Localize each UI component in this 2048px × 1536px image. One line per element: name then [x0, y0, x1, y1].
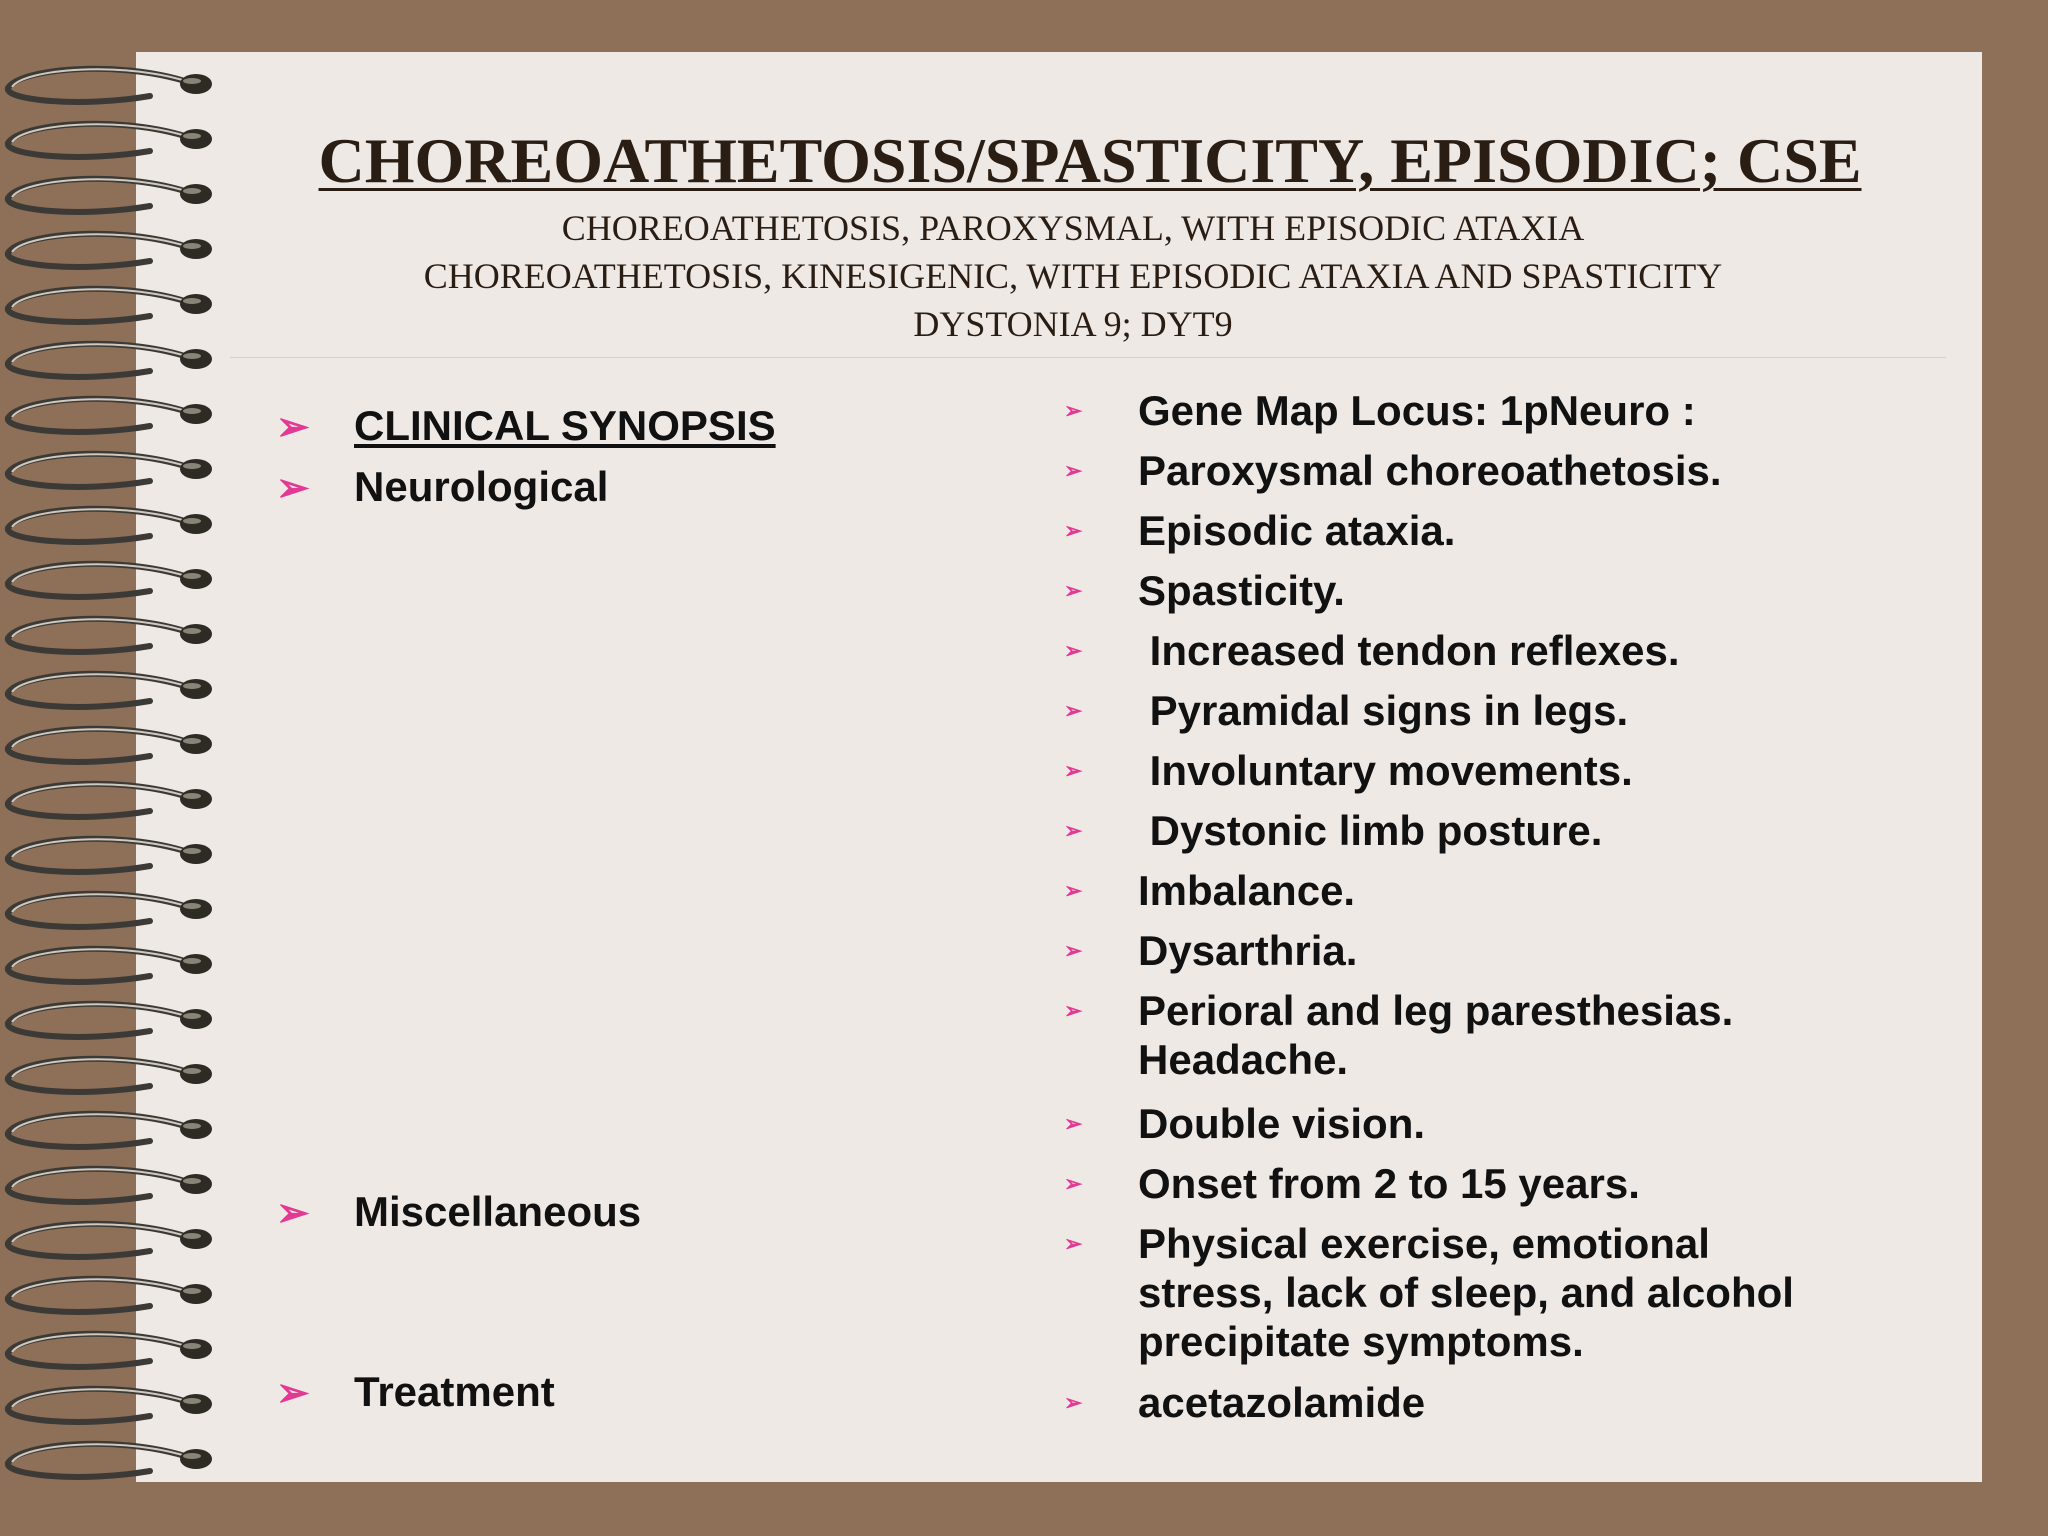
left-item-label: Treatment — [354, 1368, 555, 1415]
spiral-wire — [8, 949, 188, 982]
right-item-acetazolamide — [1064, 1378, 1864, 1427]
right-item-text: Pyramidal signs in legs. — [1138, 687, 1629, 734]
binding-hole-highlight — [183, 1343, 201, 1349]
arrow-bullet-icon: ➢ — [1064, 1390, 1083, 1415]
right-item-episodic-ataxia — [1064, 506, 1864, 555]
spiral-wire — [8, 1004, 188, 1037]
left-item-label: CLINICAL SYNOPSIS — [354, 402, 776, 449]
arrow-bullet-icon: ➢ — [276, 1371, 310, 1415]
right-item-pyramidal-signs — [1064, 686, 1864, 735]
right-item-text: Dysarthria. — [1138, 927, 1358, 974]
spiral-wire — [8, 289, 188, 322]
right-item-text: Physical exercise, emotional stress, lack of sleep, and alcohol precipitate symptoms. — [1138, 1220, 1794, 1365]
right-item-text: Onset from 2 to 15 years. — [1138, 1160, 1640, 1207]
spiral-wire — [8, 69, 188, 102]
binding-hole — [180, 459, 212, 479]
binding-hole — [180, 624, 212, 644]
binding-hole — [180, 239, 212, 259]
binding-hole-highlight — [183, 408, 201, 414]
binding-hole — [180, 569, 212, 589]
binding-hole — [180, 844, 212, 864]
right-item-dysarthria — [1064, 926, 1864, 975]
binding-hole-highlight — [183, 1068, 201, 1074]
binding-hole — [180, 899, 212, 919]
right-item-paroxysmal — [1064, 446, 1864, 495]
arrow-bullet-icon: ➢ — [1064, 818, 1083, 843]
binding-hole — [180, 1339, 212, 1359]
binding-hole-highlight — [183, 1288, 201, 1294]
arrow-bullet-icon: ➢ — [1064, 758, 1083, 783]
binding-hole — [180, 1119, 212, 1139]
binding-hole-highlight — [183, 1453, 201, 1459]
binding-hole-highlight — [183, 188, 201, 194]
right-item-text: Spasticity. — [1138, 567, 1345, 614]
spiral-wire — [8, 839, 188, 872]
left-item-clinical-synopsis — [276, 402, 776, 450]
binding-hole — [180, 184, 212, 204]
right-item-text: Dystonic limb posture. — [1138, 807, 1603, 854]
spiral-wire — [8, 399, 188, 432]
page-title: CHOREOATHETOSIS/SPASTICITY, EPISODIC; CSE — [318, 125, 1862, 196]
binding-hole — [180, 514, 212, 534]
binding-hole-highlight — [183, 573, 201, 579]
spiral-wire — [8, 564, 188, 597]
spiral-wire — [8, 619, 188, 652]
binding-hole — [180, 404, 212, 424]
spiral-wire — [8, 1114, 188, 1147]
left-item-treatment — [276, 1368, 555, 1416]
binding-hole-highlight — [183, 738, 201, 744]
spiral-wire — [8, 1059, 188, 1092]
arrow-bullet-icon: ➢ — [1064, 638, 1083, 663]
arrow-bullet-icon: ➢ — [1064, 518, 1083, 543]
spiral-wire — [8, 344, 188, 377]
spiral-wire — [8, 729, 188, 762]
arrow-bullet-icon: ➢ — [1064, 1171, 1083, 1196]
left-item-label: Miscellaneous — [354, 1188, 642, 1235]
spiral-wire — [8, 1444, 188, 1477]
right-item-double-vision — [1064, 1099, 1864, 1148]
right-item-text: Gene Map Locus: 1pNeuro : — [1138, 387, 1696, 434]
binding-hole — [180, 74, 212, 94]
subtitle-line-2: CHOREOATHETOSIS, KINESIGENIC, WITH EPISODIC ATAXIA AND SPASTICITY — [423, 256, 1723, 296]
arrow-bullet-icon: ➢ — [276, 1191, 310, 1235]
arrow-bullet-icon: ➢ — [1064, 998, 1083, 1023]
binding-hole — [180, 734, 212, 754]
right-item-text: acetazolamide — [1138, 1379, 1426, 1426]
binding-hole-highlight — [183, 1398, 201, 1404]
arrow-bullet-icon: ➢ — [1064, 578, 1083, 603]
binding-hole — [180, 1394, 212, 1414]
right-item-imbalance — [1064, 866, 1864, 915]
spiral-binding — [0, 40, 240, 1500]
right-item-text: Paroxysmal choreoathetosis. — [1138, 447, 1722, 494]
arrow-bullet-icon: ➢ — [1064, 938, 1083, 963]
spiral-wire — [8, 1389, 188, 1422]
binding-hole-highlight — [183, 78, 201, 84]
binding-hole — [180, 1174, 212, 1194]
spiral-wire — [8, 509, 188, 542]
binding-hole — [180, 1064, 212, 1084]
right-item-paresthesias — [1064, 986, 1784, 1084]
binding-hole-highlight — [183, 133, 201, 139]
right-item-tendon-reflexes — [1064, 626, 1864, 675]
binding-hole-highlight — [183, 958, 201, 964]
arrow-bullet-icon: ➢ — [276, 405, 310, 449]
subtitle-line-3: DYSTONIA 9; DYT9 — [913, 304, 1233, 344]
binding-hole-highlight — [183, 848, 201, 854]
right-item-dystonic-limb — [1064, 806, 1864, 855]
arrow-bullet-icon: ➢ — [1064, 1111, 1083, 1136]
right-item-onset — [1064, 1159, 1864, 1208]
binding-hole-highlight — [183, 1123, 201, 1129]
right-item-involuntary-movements — [1064, 746, 1864, 795]
binding-hole-highlight — [183, 298, 201, 304]
binding-hole-highlight — [183, 1013, 201, 1019]
left-item-miscellaneous — [276, 1188, 641, 1236]
spiral-wire — [8, 674, 188, 707]
spiral-wire — [8, 1224, 188, 1257]
left-item-neurological — [276, 463, 608, 511]
right-item-precipitating-factors — [1064, 1219, 1854, 1366]
arrow-bullet-icon: ➢ — [276, 466, 310, 510]
right-item-text: Imbalance. — [1138, 867, 1356, 914]
binding-hole-highlight — [183, 518, 201, 524]
subtitle-line-1: CHOREOATHETOSIS, PAROXYSMAL, WITH EPISODIC ATAXIA — [561, 208, 1585, 248]
spiral-wire — [8, 1169, 188, 1202]
binding-hole-highlight — [183, 683, 201, 689]
binding-hole-highlight — [183, 903, 201, 909]
subtitle-block — [240, 204, 1906, 348]
left-item-label: Neurological — [354, 463, 609, 510]
binding-hole-highlight — [183, 1178, 201, 1184]
spiral-wire — [8, 179, 188, 212]
binding-hole — [180, 1009, 212, 1029]
binding-hole-highlight — [183, 793, 201, 799]
binding-hole-highlight — [183, 353, 201, 359]
binding-hole — [180, 1449, 212, 1469]
arrow-bullet-icon: ➢ — [1064, 398, 1083, 423]
binding-hole — [180, 954, 212, 974]
right-item-spasticity — [1064, 566, 1864, 615]
binding-hole — [180, 129, 212, 149]
spiral-wire — [8, 784, 188, 817]
binding-hole — [180, 294, 212, 314]
binding-hole-highlight — [183, 628, 201, 634]
binding-hole-highlight — [183, 243, 201, 249]
arrow-bullet-icon: ➢ — [1064, 878, 1083, 903]
spiral-wire — [8, 1279, 188, 1312]
right-item-text: Perioral and leg paresthesias. Headache. — [1138, 987, 1734, 1083]
right-item-text: Double vision. — [1138, 1100, 1426, 1147]
binding-hole — [180, 1284, 212, 1304]
arrow-bullet-icon: ➢ — [1064, 458, 1083, 483]
right-item-text: Involuntary movements. — [1138, 747, 1633, 794]
right-item-text: Episodic ataxia. — [1138, 507, 1456, 554]
binding-hole — [180, 679, 212, 699]
binding-hole-highlight — [183, 463, 201, 469]
binding-hole — [180, 349, 212, 369]
spiral-wire — [8, 234, 188, 267]
arrow-bullet-icon: ➢ — [1064, 698, 1083, 723]
binding-hole-highlight — [183, 1233, 201, 1239]
binding-hole — [180, 1229, 212, 1249]
spiral-wire — [8, 894, 188, 927]
arrow-bullet-icon: ➢ — [1064, 1231, 1083, 1256]
spiral-wire — [8, 1334, 188, 1367]
spiral-wire — [8, 124, 188, 157]
binding-hole — [180, 789, 212, 809]
right-item-gene-map-locus — [1064, 386, 1864, 435]
right-item-text: Increased tendon reflexes. — [1138, 627, 1680, 674]
header-divider — [230, 357, 1946, 358]
spiral-wire — [8, 454, 188, 487]
